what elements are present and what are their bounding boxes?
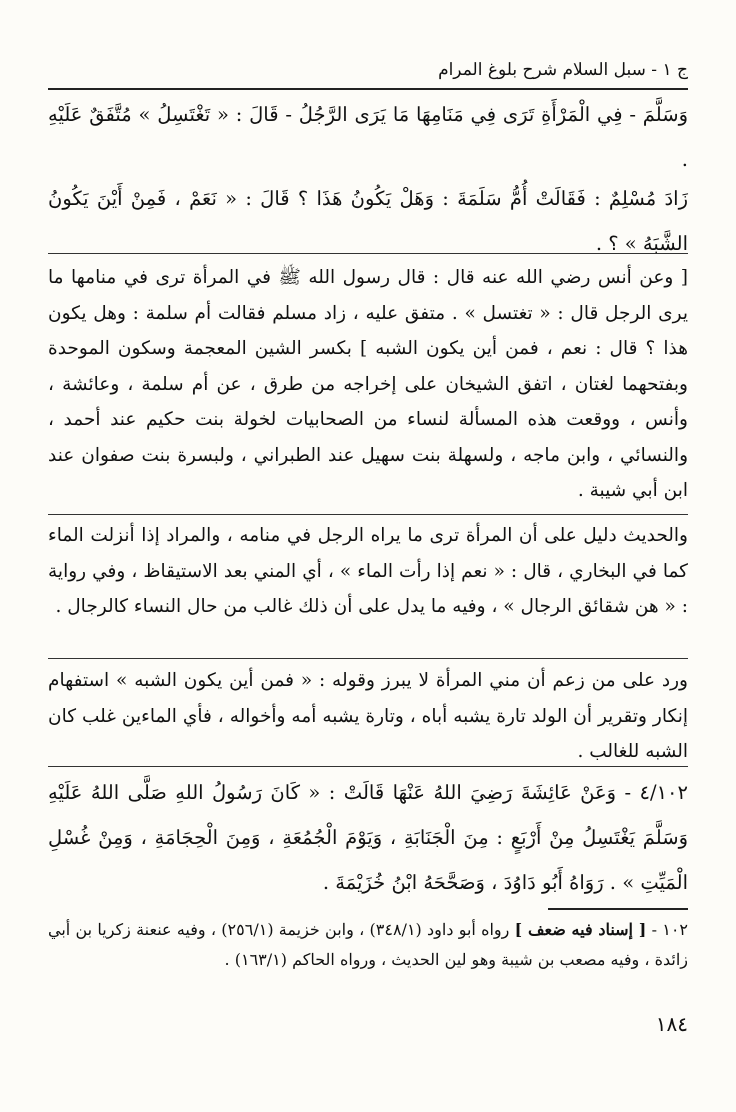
page-header (48, 58, 688, 90)
footnote-text: رواه أبو داود (٣٤٨/١) ، وابن خزيمة (٢٥٦/١) ، وفيه عنعنة زكريا بن أبي زائدة ، وفيه مصعب بن شيبة وهو لين الحديث ، ورواه الحاكم (١٦٣/١) . (48, 920, 688, 969)
commentary-paragraph-3: ورد على من زعم أن مني المرأة لا يبرز وقوله : « فمن أين يكون الشبه » استفهام إنكار وتقرير أن الولد تارة يشبه أباه ، وتارة يشبه أمه وأخواله ، فأي الماءين غلب كان الشبه للغالب . (48, 670, 688, 762)
page-number: ١٨٤ (655, 1012, 688, 1036)
hadith-102: ٤/١٠٢ - وَعَنْ عَائِشَةَ رَضِيَ اللهُ عَنْهَا قَالَتْ : « كَانَ رَسُولُ اللهِ صَلَّى اللهُ عَلَيْهِ وَسَلَّمَ يَغْتَسِلُ مِنْ أَرْبَعٍ : مِنَ الْجَنَابَةِ ، وَيَوْمَ الْجُمُعَةِ ، وَمِنَ الْحِجَامَةِ ، وَمِنْ غُسْلِ الْمَيِّتِ » . رَوَاهُ أَبُو دَاوُدَ ، وَصَحَّحَهُ ابْنُ خُزَيْمَةَ . (48, 781, 688, 894)
footnote-rule (548, 908, 688, 910)
hadith-text-continued: وَسَلَّمَ - فِي الْمَرْأَةِ تَرَى فِي مَنَامِهَا مَا يَرَى الرَّجُلُ - قَالَ : « تَغْتَسِلُ » مُتَّفَقٌ عَلَيْهِ . (48, 103, 688, 171)
footnote-grading: [ إسناد فيه ضعف ] (514, 920, 647, 939)
section-divider (48, 514, 688, 515)
section-divider (48, 766, 688, 767)
hadith-addition-muslim: زَادَ مُسْلِمٌ : فَقَالَتْ أُمُّ سَلَمَةَ : وَهَلْ يَكُونُ هَذَا ؟ قَالَ : « نَعَمْ ، فَمِنْ أَيْنَ يَكُونُ الشَّبَهُ » ؟ . (48, 187, 688, 255)
footnote (48, 915, 688, 975)
footnote-number: ١٠٢ - (651, 920, 688, 939)
commentary-paragraph-1: [ وعن أنس رضي الله عنه قال : قال رسول الله ﷺ في المرأة ترى في منامها ما يرى الرجل قال : « تغتسل » . متفق عليه ، زاد مسلم فقالت أم سلمة : وهل يكون هذا ؟ قال : نعم ، فمن أين يكون الشبه ] بكسر الشين المعجمة وسكون الموحدة وبفتحهما لغتان ، اتفق الشيخان على إخراجه من طرق ، عن أم سلمة ، وعائشة ، وأنس ، ووقعت هذه المسألة لنساء من الصحابيات لخولة بنت حكيم عند أحمد ، والنسائي ، وابن ماجه ، ولسهلة بنت سهيل عند الطبراني ، ولبسرة بنت صفوان عند ابن أبي شيبة . (48, 267, 688, 501)
section-divider (48, 253, 688, 254)
commentary-paragraph-2: والحديث دليل على أن المرأة ترى ما يراه الرجل في منامه ، والمراد إذا أنزلت الماء كما في البخاري ، قال : « نعم إذا رأت الماء » ، أي المني بعد الاستيقاظ ، وفي رواية : « هن شقائق الرجال » ، وفيه ما يدل على أن ذلك غالب من حال النساء كالرجال . (48, 525, 688, 617)
section-divider (48, 658, 688, 659)
running-title: ج ١ - سبل السلام شرح بلوغ المرام (438, 60, 688, 80)
